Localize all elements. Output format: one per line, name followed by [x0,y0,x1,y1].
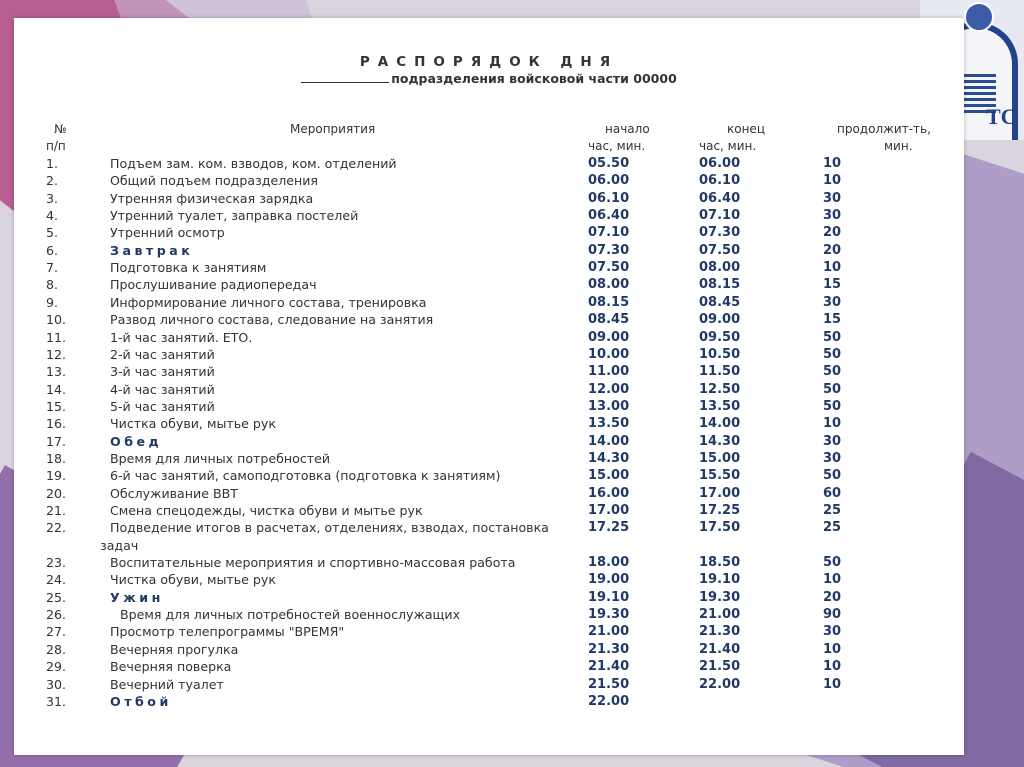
document-subtitle [14,70,964,86]
table-row [14,225,964,242]
row-number: 13. [46,364,67,380]
row-end-time: 07.10 [699,208,741,224]
table-row [14,624,964,641]
row-number: 22. [46,520,67,536]
schedule-document [14,18,964,755]
row-duration: 50 [823,364,842,380]
row-number: 6. [46,242,59,258]
row-number: 3. [46,190,59,206]
row-duration: 50 [823,555,842,571]
row-end-time: 19.30 [699,589,741,605]
row-start-time: 10.00 [588,346,630,362]
row-start-time: 12.00 [588,381,630,397]
table-row [14,434,964,451]
row-start-time: 09.00 [588,329,630,345]
row-start-time: 05.50 [588,156,630,171]
row-end-time: 08.15 [699,277,741,293]
table-row [14,399,964,416]
table-row [14,277,964,294]
table-row [14,312,964,329]
row-event-continuation: задач [100,537,139,553]
row-start-time: 08.45 [588,312,630,328]
row-event-name: Вечерний туалет [110,676,224,692]
row-duration: 10 [823,260,842,276]
row-number: 1. [46,156,59,171]
row-end-time: 21.50 [699,659,741,675]
header-start-sub: час, мин. [588,139,646,153]
row-event-name: 6-й час занятий, самоподготовка (подготовка к занятиям) [110,468,501,484]
row-duration: 50 [823,329,842,345]
row-event-name: Просмотр телепрограммы "ВРЕМЯ" [110,624,345,640]
row-number: 14. [46,381,67,397]
row-duration: 50 [823,346,842,362]
row-duration: 10 [823,572,842,588]
row-duration: 30 [823,190,842,206]
row-end-time: 17.00 [699,485,741,501]
row-event-name: Утренняя физическая зарядка [110,190,314,206]
table-row [14,572,964,589]
table-row [14,347,964,364]
header-event: Мероприятия [290,122,376,136]
table-row [14,486,964,503]
row-duration: 10 [823,676,842,692]
row-duration: 15 [823,277,842,293]
header-num: № [54,122,67,136]
row-duration: 10 [823,641,842,657]
row-duration: 10 [823,173,842,189]
row-end-time: 08.45 [699,294,741,310]
row-start-time: 21.50 [588,676,630,692]
row-number: 27. [46,624,67,640]
row-number: 9. [46,294,59,310]
table-row [14,243,964,260]
row-duration: 20 [823,242,842,258]
row-start-time: 14.30 [588,450,630,466]
row-event-name: Ужин [110,589,164,605]
row-duration: 30 [823,208,842,224]
row-number: 23. [46,555,67,571]
row-number: 18. [46,450,67,466]
row-duration: 30 [823,294,842,310]
row-end-time: 09.50 [699,329,741,345]
table-row [14,156,964,173]
row-event-name: 3-й час занятий [110,364,215,380]
row-duration: 25 [823,503,842,518]
row-start-time: 17.00 [588,503,630,518]
row-start-time: 08.00 [588,277,630,293]
row-event-name: 4-й час занятий [110,381,215,397]
row-end-time: 21.30 [699,624,741,640]
row-event-name: Отбой [110,693,172,709]
row-number: 25. [46,589,67,605]
row-number: 24. [46,572,67,588]
row-event-name: Подъем зам. ком. взводов, ком. отделений [110,156,397,171]
row-start-time: 17.25 [588,520,630,536]
row-start-time: 19.00 [588,572,630,588]
row-duration: 25 [823,520,842,536]
row-number: 31. [46,693,67,709]
table-row [14,416,964,433]
row-number: 26. [46,607,67,623]
row-end-time: 09.00 [699,312,741,328]
row-duration: 10 [823,156,842,171]
row-event-name: Утренний осмотр [110,225,225,241]
table-row [14,677,964,694]
row-end-time: 17.25 [699,503,741,518]
header-duration: продолжит-ть, [837,122,931,136]
row-start-time: 19.10 [588,589,630,605]
row-number: 19. [46,468,67,484]
header-duration-sub: мин. [884,139,913,153]
row-event-name: Подготовка к занятиям [110,260,267,276]
row-start-time: 21.30 [588,641,630,657]
table-row [14,694,964,711]
row-number: 4. [46,208,59,224]
table-row [14,330,964,347]
row-end-time: 06.10 [699,173,741,189]
table-row [14,451,964,468]
table-row [14,468,964,485]
row-start-time: 13.00 [588,398,630,414]
header-num-sub: п/п [46,139,66,153]
row-event-name: 2-й час занятий [110,346,215,362]
row-end-time: 06.40 [699,190,741,206]
row-end-time: 06.00 [699,156,741,171]
row-duration: 50 [823,381,842,397]
table-row [14,607,964,624]
row-event-name: Информирование личного состава, тренировка [110,294,427,310]
row-end-time: 17.50 [699,520,741,536]
table-row [14,260,964,277]
row-duration: 50 [823,398,842,414]
row-end-time: 18.50 [699,555,741,571]
row-duration: 20 [823,589,842,605]
row-event-name: Общий подъем подразделения [110,173,319,189]
row-start-time: 06.10 [588,190,630,206]
table-row [14,382,964,399]
row-end-time: 19.10 [699,572,741,588]
row-end-time: 11.50 [699,364,741,380]
document-title: РАСПОРЯДОК ДНЯ [359,54,619,70]
header-end-sub: час, мин. [699,139,757,153]
table-row [14,208,964,225]
row-number: 5. [46,225,59,241]
row-event-name: Время для личных потребностей [110,450,331,466]
row-event-name: Развод личного состава, следование на занятия [110,312,434,328]
row-start-time: 06.40 [588,208,630,224]
row-number: 17. [46,433,67,449]
row-event-name: Обслуживание ВВТ [110,485,238,501]
row-event-name: Прослушивание радиопередач [110,277,317,293]
header-start: начало [605,122,650,136]
row-event-name: Обед [110,433,163,449]
row-end-time: 07.30 [699,225,741,241]
row-number: 15. [46,398,67,414]
row-end-time: 07.50 [699,242,741,258]
row-duration: 30 [823,433,842,449]
table-row [14,642,964,659]
subtitle-text: подразделения войсковой части 00000 [391,71,677,86]
row-number: 11. [46,329,67,345]
row-event-name: 1-й час занятий. ЕТО. [110,329,253,345]
row-end-time: 12.50 [699,381,741,397]
unit-blank-line [301,70,389,83]
row-start-time: 07.50 [588,260,630,276]
row-number: 12. [46,346,67,362]
row-duration: 10 [823,416,842,432]
table-row [14,520,964,537]
table-row [14,295,964,312]
row-event-name: Время для личных потребностей военнослужащих [120,607,461,623]
row-duration: 30 [823,624,842,640]
row-duration: 20 [823,225,842,241]
table-row [14,590,964,607]
row-start-time: 07.30 [588,242,630,258]
row-duration: 15 [823,312,842,328]
row-end-time: 15.50 [699,468,741,484]
row-end-time: 22.00 [699,676,741,692]
table-row [14,503,964,520]
row-event-name: Утренний туалет, заправка постелей [110,208,359,224]
row-event-name: Чистка обуви, мытье рук [110,416,276,432]
row-event-name: Вечерняя поверка [110,659,232,675]
logo-text: ТС [986,104,1017,129]
row-start-time: 07.10 [588,225,630,241]
row-event-name: Подведение итогов в расчетах, отделениях, взводах, постановка [110,520,549,536]
row-number: 21. [46,503,67,518]
row-duration: 60 [823,485,842,501]
row-number: 10. [46,312,67,328]
row-duration: 30 [823,450,842,466]
table-row [14,364,964,381]
row-number: 28. [46,641,67,657]
row-start-time: 13.50 [588,416,630,432]
row-duration: 50 [823,468,842,484]
row-start-time: 08.15 [588,294,630,310]
row-duration: 90 [823,607,842,623]
row-end-time: 08.00 [699,260,741,276]
row-end-time: 14.30 [699,433,741,449]
row-duration: 10 [823,659,842,675]
row-number: 30. [46,676,67,692]
table-row [14,191,964,208]
row-start-time: 19.30 [588,607,630,623]
row-number: 20. [46,485,67,501]
row-start-time: 21.00 [588,624,630,640]
row-end-time: 15.00 [699,450,741,466]
row-event-name: Смена спецодежды, чистка обуви и мытье рук [110,503,423,518]
row-event-name: Воспитательные мероприятия и спортивно-массовая работа [110,555,516,571]
row-start-time: 11.00 [588,364,630,380]
row-event-name: 5-й час занятий [110,398,215,414]
row-start-time: 15.00 [588,468,630,484]
row-start-time: 14.00 [588,433,630,449]
row-start-time: 06.00 [588,173,630,189]
row-start-time: 21.40 [588,659,630,675]
row-number: 16. [46,416,67,432]
row-event-name: Вечерняя прогулка [110,641,239,657]
row-start-time: 18.00 [588,555,630,571]
table-row [14,555,964,572]
table-row [14,659,964,676]
header-end: конец [727,122,765,136]
row-number: 8. [46,277,59,293]
row-event-name: Чистка обуви, мытье рук [110,572,276,588]
row-start-time: 16.00 [588,485,630,501]
row-end-time: 14.00 [699,416,741,432]
row-start-time: 22.00 [588,693,630,709]
row-number: 7. [46,260,59,276]
row-end-time: 13.50 [699,398,741,414]
logo-crest-icon [964,2,994,32]
row-end-time: 21.40 [699,641,741,657]
row-number: 2. [46,173,59,189]
row-event-name: Завтрак [110,242,194,258]
table-row [14,173,964,190]
row-end-time: 21.00 [699,607,741,623]
row-number: 29. [46,659,67,675]
row-end-time: 10.50 [699,346,741,362]
